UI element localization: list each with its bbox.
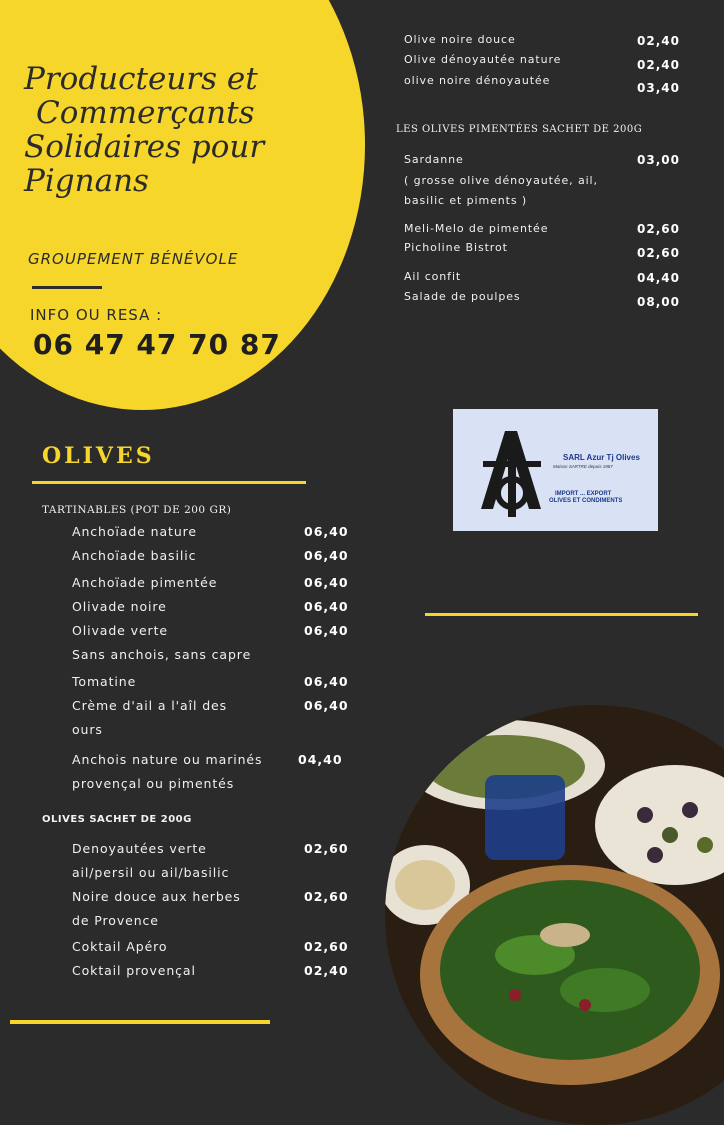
menu-item-price: 06,40 <box>304 548 349 563</box>
title-line: Solidaires pour <box>24 129 265 165</box>
menu-item-price: 02,40 <box>637 58 680 72</box>
menu-item-price: 04,40 <box>637 271 680 285</box>
section-heading: OLIVES SACHET DE 200G <box>42 814 192 825</box>
menu-item-price: 06,40 <box>304 698 349 713</box>
card-line2: OLIVES ET CONDIMENTS <box>549 498 623 504</box>
phone-number: 06 47 47 70 87 <box>33 328 281 361</box>
menu-item-name: Olivade verte <box>72 623 168 638</box>
menu-item-name: olive noire dénoyautée <box>404 74 551 87</box>
menu-item-price: 02,60 <box>637 246 680 260</box>
menu-item-name: Ail confit <box>404 270 462 283</box>
menu-item-price: 08,00 <box>637 295 680 309</box>
menu-item-price: 06,40 <box>304 575 349 590</box>
card-tagline: Maison SARTRE depuis 1987 <box>553 464 613 469</box>
menu-item-name: Noire douce aux herbes <box>72 889 241 904</box>
info-label: INFO OU RESA : <box>30 306 163 324</box>
card-line1: IMPORT ... EXPORT <box>555 491 612 497</box>
menu-item-name: de Provence <box>72 913 159 928</box>
menu-item-name: Sardanne <box>404 153 464 166</box>
menu-item-name: Olivade noire <box>72 599 167 614</box>
card-company: SARL Azur Tj Olives <box>563 453 640 462</box>
menu-item-name: Anchoïade nature <box>72 524 198 539</box>
menu-item-name: ( grosse olive dénoyautée, ail, <box>404 174 598 187</box>
menu-item-name: basilic et piments ) <box>404 194 528 207</box>
section-heading: LES OLIVES PIMENTÉES SACHET DE 200G <box>396 124 643 135</box>
menu-item-name: Denoyautées verte <box>72 841 207 856</box>
menu-item-name: Anchoïade pimentée <box>72 575 218 590</box>
menu-item-name: Tomatine <box>72 674 137 689</box>
menu-item-name: provençal ou pimentés <box>72 776 235 791</box>
menu-item-name: Olive noire douce <box>404 33 516 46</box>
menu-item-price: 02,60 <box>637 222 680 236</box>
menu-item-price: 02,40 <box>637 34 680 48</box>
menu-item-price: 03,00 <box>637 153 680 167</box>
menu-item-name: Meli-Melo de pimentée <box>404 222 549 235</box>
menu-item-name: Olive dénoyautée nature <box>404 53 562 66</box>
page-title <box>24 62 334 198</box>
menu-item-price: 06,40 <box>304 524 349 539</box>
menu-item-price: 03,40 <box>637 81 680 95</box>
title-line: Producteurs et <box>24 61 258 97</box>
divider <box>32 286 102 289</box>
menu-item-price: 02,60 <box>304 889 349 904</box>
menu-item-name: ail/persil ou ail/basilic <box>72 865 230 880</box>
section-heading: TARTINABLES (POT DE 200 GR) <box>42 504 232 516</box>
food-photo <box>385 705 724 1125</box>
divider <box>32 481 306 484</box>
menu-item-name: Sans anchois, sans capre <box>72 647 252 662</box>
menu-item-price: 02,40 <box>304 963 349 978</box>
menu-item-price: 02,60 <box>304 841 349 856</box>
menu-item-price: 06,40 <box>304 674 349 689</box>
menu-item-name: Picholine Bistrot <box>404 241 508 254</box>
business-card-image <box>453 409 658 531</box>
subtitle: GROUPEMENT BÉNÉVOLE <box>28 250 239 268</box>
menu-item-name: Crème d'ail a l'aîl des <box>72 698 228 713</box>
menu-item-name: Coktail Apéro <box>72 939 168 954</box>
menu-item-price: 02,60 <box>304 939 349 954</box>
menu-item-name: Anchois nature ou marinés <box>72 752 263 767</box>
menu-item-price: 06,40 <box>304 623 349 638</box>
menu-item-name: ours <box>72 722 103 737</box>
menu-item-name: Salade de poulpes <box>404 290 521 303</box>
menu-item-price: 06,40 <box>304 599 349 614</box>
menu-item-name: Anchoïade basilic <box>72 548 197 563</box>
divider <box>10 1020 270 1024</box>
menu-item-name: Coktail provençal <box>72 963 196 978</box>
divider <box>425 613 698 616</box>
title-line: Pignans <box>24 163 149 199</box>
menu-item-price: 04,40 <box>298 752 343 767</box>
title-line: Commerçants <box>36 95 255 131</box>
section-title: OLIVES <box>42 443 155 469</box>
